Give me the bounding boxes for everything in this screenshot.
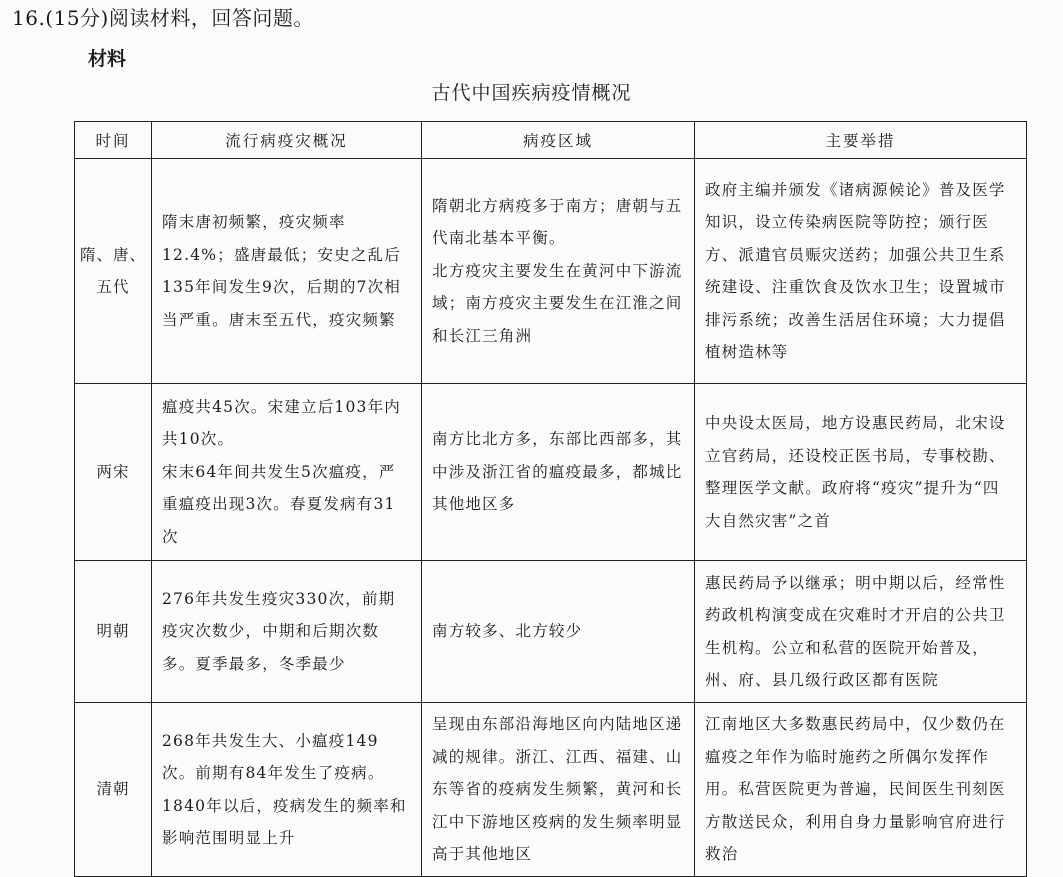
row-measures: 中央设太医局，地方设惠民药局，北宋设立官药局，还设校正医书局，专事校勘、整理医学文献。政府将“疫灾”提升为“四大自然灾害”之首 <box>695 384 1027 561</box>
row-period: 两宋 <box>75 384 152 561</box>
table-row <box>75 561 1027 703</box>
row-region: 南方较多、北方较少 <box>422 561 695 703</box>
row-overview: 瘟疫共45次。宋建立后103年内共10次。 宋末64年间共发生5次瘟疫，严重瘟疫出现3次。春夏发病有31次 <box>152 384 422 561</box>
header-overview: 流行病疫灾概况 <box>152 122 422 159</box>
header-period: 时间 <box>75 122 152 159</box>
material-label: 材料 <box>88 48 127 70</box>
row-region: 呈现由东部沿海地区向内陆地区递减的规律。浙江、江西、福建、山东等省的疫病发生频繁，黄河和长江中下游地区疫病的发生频率明显高于其他地区 <box>422 703 695 877</box>
table-row <box>75 384 1027 561</box>
header-region: 病疫区域 <box>422 122 695 159</box>
epidemic-table <box>74 121 1027 877</box>
row-measures: 政府主编并颁发《诸病源候论》普及医学知识，设立传染病医院等防控；颁行医方、派遣官员赈灾送药；加强公共卫生系统建设、注重饮食及饮水卫生；设置城市排污系统；改善生活居住环境；大力提倡植树造林等 <box>695 159 1027 384</box>
row-period: 明朝 <box>75 561 152 703</box>
table-header-row <box>75 122 1027 159</box>
question-header: 16.(15分)阅读材料，回答问题。 <box>12 6 314 30</box>
table-title: 古代中国疾病疫情概况 <box>431 82 632 104</box>
row-measures: 江南地区大多数惠民药局中，仅少数仍在瘟疫之年作为临时施药之所偶尔发挥作用。私营医院更为普遍，民间医生刊刻医方散送民众，利用自身力量影响官府进行救治 <box>695 703 1027 877</box>
row-overview: 隋末唐初频繁，疫灾频率12.4%；盛唐最低；安史之乱后135年间发生9次，后期的7次相当严重。唐末至五代，疫灾频繁 <box>152 159 422 384</box>
table-row <box>75 703 1027 877</box>
row-period: 隋、唐、五代 <box>75 159 152 384</box>
row-overview: 268年共发生大、小瘟疫149次。前期有84年发生了疫病。1840年以后，疫病发生的频率和影响范围明显上升 <box>152 703 422 877</box>
table-row <box>75 159 1027 384</box>
header-measures: 主要举措 <box>695 122 1027 159</box>
row-period: 清朝 <box>75 703 152 877</box>
row-region: 南方比北方多，东部比西部多，其中涉及浙江省的瘟疫最多，都城比其他地区多 <box>422 384 695 561</box>
row-overview: 276年共发生疫灾330次，前期疫灾次数少，中期和后期次数多。夏季最多，冬季最少 <box>152 561 422 703</box>
row-measures: 惠民药局予以继承；明中期以后，经常性药政机构演变成在灾难时才开启的公共卫生机构。公立和私营的医院开始普及，州、府、县几级行政区都有医院 <box>695 561 1027 703</box>
row-region: 隋朝北方病疫多于南方；唐朝与五代南北基本平衡。 北方疫灾主要发生在黄河中下游流域；南方疫灾主要发生在江淮之间和长江三角洲 <box>422 159 695 384</box>
